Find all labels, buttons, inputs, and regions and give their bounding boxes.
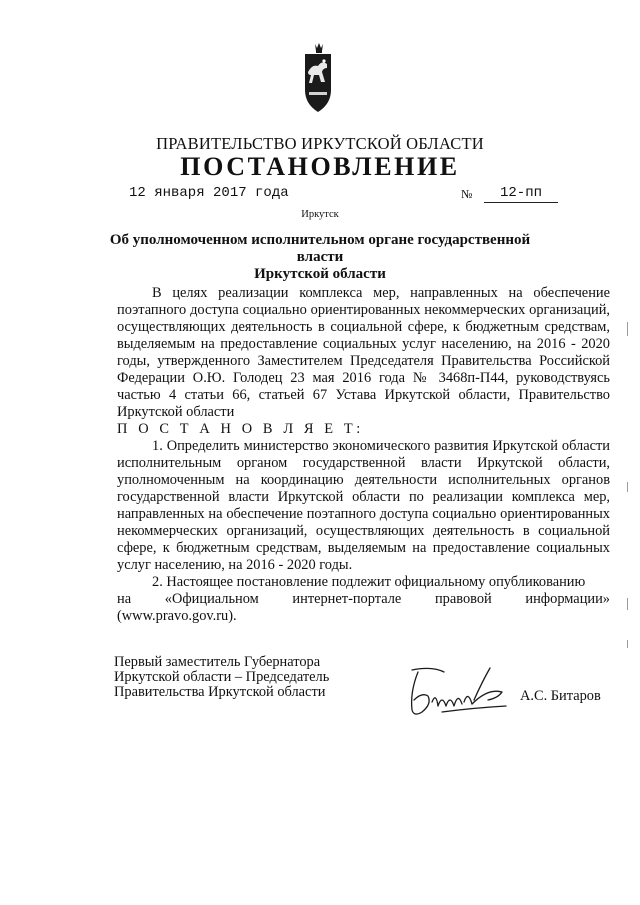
scan-mark xyxy=(627,640,628,648)
signatory-name: А.С. Битаров xyxy=(520,688,601,704)
document-type: ПОСТАНОВЛЕНИЕ xyxy=(180,152,460,181)
signatory-post xyxy=(114,655,329,700)
number-label: № xyxy=(461,187,473,201)
document-title xyxy=(100,232,540,283)
preamble-paragraph: В целях реализации комплекса мер, направленных на обеспечение поэтапного доступа социально ориентированных некоммерческих организаций, осуществляющих деятельность в социальной сфере, к бюджетным средствам, выделяемым на предоставление социальных услуг населению, на 2016 - 2020 годы, утвержденного Заместителем Председателя Правительства Российской Федерации О.Ю. Голодец 23 мая 2016 года № 3468п-П44, руководствуясь частью 4 статьи 66, статьей 67 Устава Иркутской области, Правительство Иркутской области xyxy=(117,285,610,420)
post-line-3: Правительства Иркутской области xyxy=(114,684,326,700)
post-line-1: Первый заместитель Губернатора xyxy=(114,654,321,670)
scan-mark xyxy=(627,322,628,336)
item-2-line-3: (www.pravo.gov.ru). xyxy=(117,608,237,624)
title-line-2: Иркутской области xyxy=(254,266,386,282)
resolves-word: П О С Т А Н О В Л Я Е Т: xyxy=(117,421,364,437)
handwritten-signature xyxy=(402,662,510,724)
post-line-2: Иркутской области – Председатель xyxy=(114,669,330,685)
title-line-1: Об уполномоченном исполнительном органе государственной власти xyxy=(109,232,531,265)
scan-mark xyxy=(627,482,628,492)
document-number: 12-пп xyxy=(484,185,558,203)
org-name: ПРАВИТЕЛЬСТВО ИРКУТСКОЙ ОБЛАСТИ xyxy=(156,134,484,153)
item-2-line-1: 2. Настоящее постановление подлежит официальному опубликованию xyxy=(152,574,586,590)
document-date: 12 января 2017 года xyxy=(129,185,289,201)
coat-of-arms-emblem xyxy=(303,42,333,132)
item-2-line-2: на «Официальном интернет-портале правовой информации» xyxy=(117,591,610,607)
document-body xyxy=(117,285,610,625)
item-1-paragraph: 1. Определить министерство экономического развития Иркутской области исполнительным органом государственной власти Иркутской области, уполномоченным на координацию деятельности исполнительных органов государственной власти Иркутской области по реализации комплекса мер, направленных на обеспечение поэтапного доступа социально ориентированных некоммерческих организаций, осуществляющих деятельность в социальной сфере, к бюджетным средствам, выделяемым на предоставление социальных услуг населению, на 2016 - 2020 годы. xyxy=(117,438,610,573)
city-name: Иркутск xyxy=(301,209,339,220)
scan-mark xyxy=(627,598,628,610)
